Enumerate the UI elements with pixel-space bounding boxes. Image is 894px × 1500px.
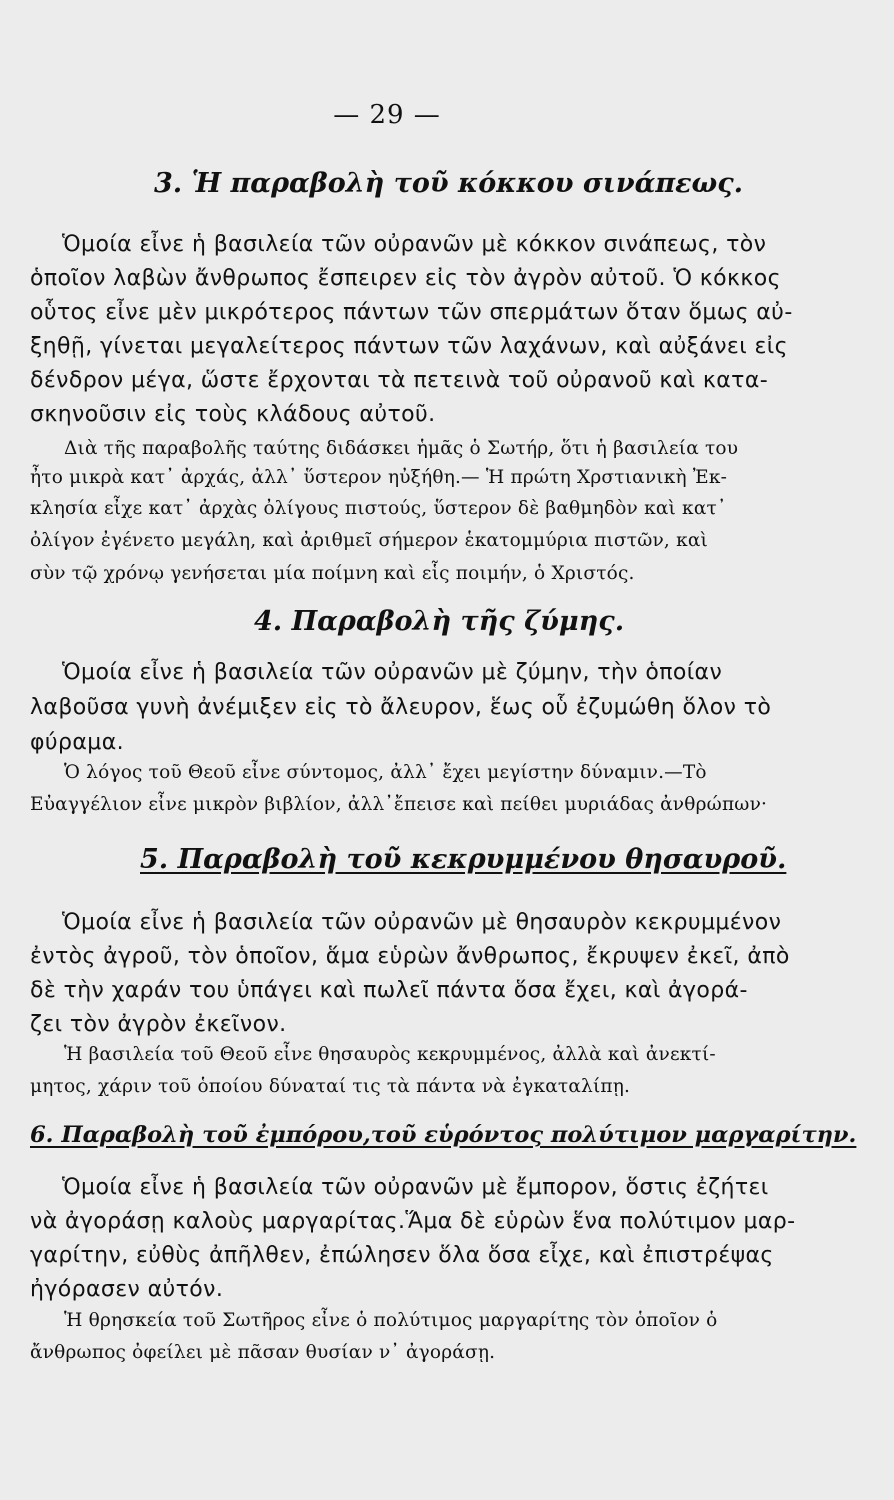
commentary-line: Διὰ τῆς παραβολῆς ταύτης διδάσκει ἡμᾶς ὁ Σωτήρ, ὅτι ἡ βασιλεία του <box>64 438 739 459</box>
text-line: Ὁμοία εἶνε ἡ βασιλεία τῶν οὐρανῶν μὲ ἔμπορον, ὅστις ἐζήτει <box>62 1175 769 1200</box>
section-heading-3: 3. Ἡ παραβολὴ τοῦ κόκκου σινάπεως. <box>154 168 744 199</box>
text-line: ὁποῖον λαβὼν ἄνθρωπος ἔσπειρεν εἰς τὸν ἀγρὸν αὐτοῦ. Ὁ κόκκος <box>30 266 781 291</box>
text-line: ζει τὸν ἀγρὸν ἐκεῖνον. <box>30 1012 287 1037</box>
text-line: νὰ ἀγοράσῃ καλοὺς μαργαρίτας.Ἅμα δὲ εὑρὼν ἕνα πολύτιμον μαρ- <box>30 1209 796 1234</box>
section-heading-6-text: 6. Παραβολὴ τοῦ ἐμπόρου,τοῦ εὑρόντος πολύτιμον μαργαρίτην. <box>30 1122 857 1148</box>
commentary-line: Ὁ λόγος τοῦ Θεοῦ εἶνε σύντομος, ἀλλ᾽ ἔχει μεγίστην δύναμιν.—Τὸ <box>64 762 707 783</box>
text-line: ξηθῇ, γίνεται μεγαλείτερος πάντων τῶν λαχάνων, καὶ αὐξάνει εἰς <box>30 334 788 359</box>
text-line: Ὁμοία εἶνε ἡ βασιλεία τῶν οὐρανῶν μὲ κόκκον σινάπεως, τὸν <box>62 232 767 257</box>
text-line: δὲ τὴν χαράν του ὑπάγει καὶ πωλεῖ πάντα ὅσα ἔχει, καὶ ἀγορά- <box>30 978 748 1003</box>
section-heading-5-text: 5. Παραβολὴ τοῦ κεκρυμμένου θησαυροῦ. <box>140 844 787 875</box>
commentary-line: μητος, χάριν τοῦ ὁποίου δύναταί τις τὰ πάντα νὰ ἐγκαταλίπῃ. <box>30 1076 631 1097</box>
text-line: γαρίτην, εὐθὺς ἀπῆλθεν, ἐπώλησεν ὅλα ὅσα εἶχε, καὶ ἐπιστρέψας <box>30 1243 774 1268</box>
section-heading-5 <box>140 844 786 875</box>
commentary-line: ἄνθρωπος ὀφείλει μὲ πᾶσαν θυσίαν ν᾽ ἀγοράσῃ. <box>30 1342 496 1363</box>
text-line: Ὁμοία εἶνε ἡ βασιλεία τῶν οὐρανῶν μὲ θησαυρὸν κεκρυμμένον <box>62 910 782 935</box>
commentary-line: σὺν τῷ χρόνῳ γενήσεται μία ποίμνη καὶ εἷς ποιμήν, ὁ Χριστός. <box>30 563 635 584</box>
text-line: δένδρον μέγα, ὥστε ἔρχονται τὰ πετεινὰ τοῦ οὐρανοῦ καὶ κατα- <box>30 368 769 393</box>
commentary-line: ἦτο μικρὰ κατ᾽ ἀρχάς, ἀλλ᾽ ὕστερον ηὐξήθη.— Ἡ πρώτη Χρστιανικὴ Ἐκ- <box>30 467 728 488</box>
commentary-line: Ἡ βασιλεία τοῦ Θεοῦ εἶνε θησαυρὸς κεκρυμμένος, ἀλλὰ καὶ ἀνεκτί- <box>64 1044 716 1065</box>
commentary-line: κλησία εἶχε κατ᾽ ἀρχὰς ὀλίγους πιστούς, ὕστερον δὲ βαθμηδὸν καὶ κατ᾽ <box>30 498 727 519</box>
section-heading-6 <box>30 1122 856 1148</box>
section-heading-4: 4. Παραβολὴ τῆς ζύμης. <box>254 606 625 637</box>
commentary-line: Ἡ θρησκεία τοῦ Σωτῆρος εἶνε ὁ πολύτιμος μαργαρίτης τὸν ὁποῖον ὁ <box>64 1310 718 1331</box>
text-line: φύραμα. <box>30 730 125 755</box>
text-line: σκηνοῦσιν εἰς τοὺς κλάδους αὐτοῦ. <box>30 402 436 427</box>
text-line: ἐντὸς ἀγροῦ, τὸν ὁποῖον, ἅμα εὑρὼν ἄνθρωπος, ἔκρυψεν ἐκεῖ, ἀπὸ <box>30 944 790 969</box>
text-line: Ὁμοία εἶνε ἡ βασιλεία τῶν οὐρανῶν μὲ ζύμην, τὴν ὁποίαν <box>62 660 723 685</box>
text-line: ἠγόρασεν αὐτόν. <box>30 1277 224 1302</box>
page-number: — 29 — <box>333 100 441 130</box>
commentary-line: Εὐαγγέλιον εἶνε μικρὸν βιβλίον, ἀλλ᾽ἔπεισε καὶ πείθει μυριάδας ἀνθρώπων· <box>30 794 768 815</box>
text-line: οὗτος εἶνε μὲν μικρότερος πάντων τῶν σπερμάτων ὅταν ὅμως αὐ- <box>30 300 793 325</box>
text-line: λαβοῦσα γυνὴ ἀνέμιξεν εἰς τὸ ἄλευρον, ἕως οὗ ἐζυμώθη ὅλον τὸ <box>30 695 772 720</box>
commentary-line: ὀλίγον ἐγένετο μεγάλη, καὶ ἀριθμεῖ σήμερον ἑκατομμύρια πιστῶν, καὶ <box>30 530 708 551</box>
